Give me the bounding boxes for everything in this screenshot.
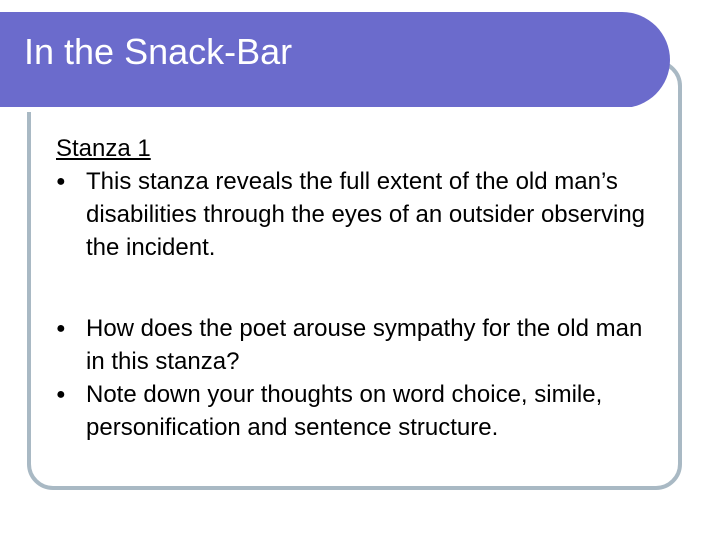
slide-content [56,132,666,444]
stanza-heading: Stanza 1 [56,135,151,162]
bullet-text: How does the poet arouse sympathy for the old man in this stanza? [86,315,643,375]
bullet-icon: ● [56,320,66,337]
bullet-item [56,165,666,264]
bullet-text: This stanza reveals the full extent of the old man’s disabilities through the eyes of an outsider observing the incident. [86,168,646,261]
title-underline-rule [0,107,636,112]
bullet-item [56,378,666,444]
bullet-icon: ● [56,386,66,403]
bullet-item [56,312,666,378]
bullet-text: Note down your thoughts on word choice, simile, personification and sentence structure. [86,381,603,441]
bullet-icon: ● [56,173,66,190]
slide-title: In the Snack-Bar [24,31,293,72]
